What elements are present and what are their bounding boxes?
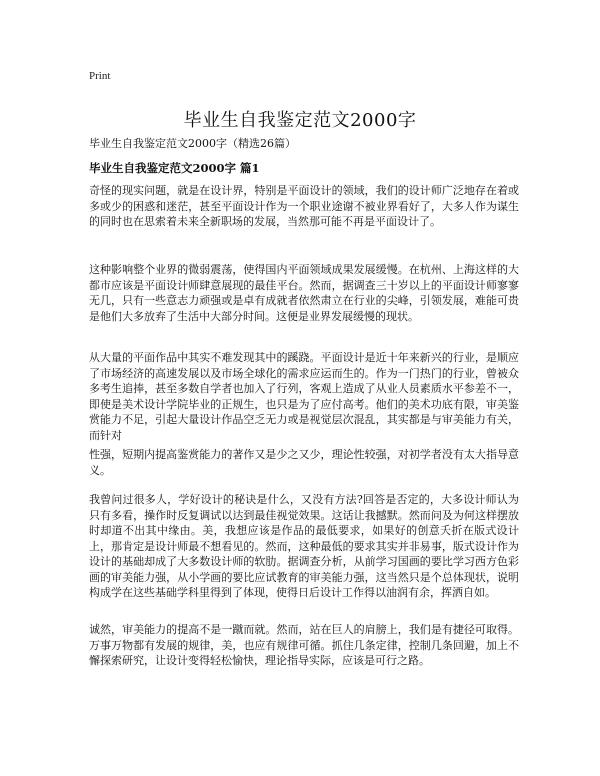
- document-subtitle: 毕业生自我鉴定范文2000字（精选26篇）: [89, 137, 296, 150]
- section-heading: 毕业生自我鉴定范文2000字 篇1: [89, 161, 260, 175]
- paragraph-4: 性强，短期内提高鉴赏能力的著作又是少之又少，理论性较强，对初学者没有太大指导意义。: [89, 448, 519, 477]
- document-title: 毕业生自我鉴定范文2000字: [183, 110, 417, 132]
- paragraph-3: 从大量的平面作品中其实不难发现其中的蹊跷。平面设计是近十年来新兴的行业，是顺应了市场经济的高速发展以及市场全球化的需求应运而生的。作为一门热门的行业，曾被众多考生追捧，甚至多数自学者也加入了行列，客观上造成了从业人员素质水平参差不一，即使是美术设计学院毕业的正规生，也只是为了应付高考。他们的美术功底有限，审美鉴赏能力不足，引起大量设计作品空乏无力或是视觉层次混乱，其实都是与审美能力有关，而针对: [89, 351, 519, 442]
- paragraph-2: 这种影响整个业界的微弱震荡，使得国内平面领域成果发展缓慢。在杭州、上海这样的大都市应该是平面设计师肆意展现的最佳平台。然而，据调查三十岁以上的平面设计师寥寥无几，只有一些意志力顽强或是卓有成就者依然肃立在行业的尖峰，引领发展，难能可贵是他们大多放弃了生活中大部分时间。这便是业界发展缓慢的现状。: [89, 263, 519, 323]
- paragraph-5: 我曾问过很多人，学好设计的秘诀是什么，又没有方法?回答是否定的，大多设计师认为只有多看，操作时反复调试以达到最佳视觉效果。这话让我撼默。然而问及为何这样摆放时却道不出其中缘由。美，我想应该是作品的最低要求，如果好的创意夭折在版式设计上，那肯定是设计师最不想看见的。然而，这种最低的要求其实并非易事，版式设计作为设计的基础却成了大多数设计师的软肋。据调查分析，从前学习国画的要比学习西方色彩画的审美能力强，从小学画的要比应试教育的审美能力强，这当然只是个总体现状，说明构成学在这些基础学科里得到了体现，使得日后设计工作得以油润有余，挥洒自如。: [89, 493, 519, 599]
- paragraph-1: 奇怪的现实问题，就是在设计界，特别是平面设计的领域，我们的设计师广泛地存在着或多或少的困惑和迷茫，甚至平面设计作为一个职业途谢不被业界看好了，大多人作为谋生的同时也在思索着未来全新职场的发展，当然那可能不再是平面设计了。: [89, 184, 519, 228]
- paragraph-6: 诚然，审美能力的提高不是一蹴而就。然而，站在巨人的肩膀上，我们是有捷径可取得。万事万物都有发展的规律，美，也应有规律可循。抓住几条定律，控制几条回避，加上不懈探索研究，让设计变得轻松愉快，理论指导实际，应该是可行之路。: [89, 623, 519, 667]
- print-label: Print: [89, 70, 111, 82]
